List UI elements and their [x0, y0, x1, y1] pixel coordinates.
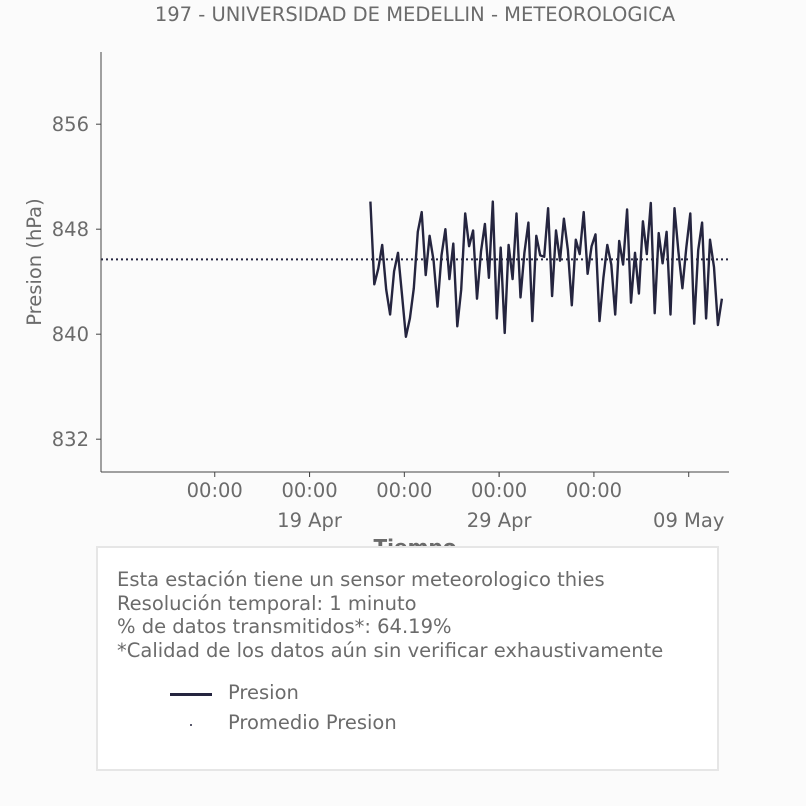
legend-label-presion: Presion — [228, 681, 299, 704]
info-quality-note: *Calidad de los datos aún sin verificar exhaustivamente — [117, 638, 664, 662]
x-tick-label-time: 00:00 — [471, 479, 528, 502]
x-tick-label-date: 19 Apr — [277, 509, 342, 532]
info-sensor: Esta estación tiene un sensor meteorologico thies — [117, 568, 605, 591]
y-ticks — [52, 113, 101, 451]
y-tick-label: 832 — [51, 428, 89, 452]
info-transmitted: % de datos transmitidos*: 64.19% — [117, 615, 452, 638]
y-tick-label: 856 — [51, 113, 89, 137]
y-axis-label: Presion (hPa) — [23, 198, 46, 326]
legend-dot-swatch — [190, 724, 192, 726]
series-line-presion — [370, 202, 722, 337]
legend-label-promedio: Promedio Presion — [228, 711, 397, 734]
chart-title: 197 - UNIVERSIDAD DE MEDELLIN - METEOROLOGICA — [154, 3, 676, 26]
y-tick-label: 840 — [51, 323, 89, 347]
x-tick-label-date: 09 May — [653, 509, 725, 532]
y-tick-label: 848 — [51, 218, 89, 242]
legend-line-swatch — [170, 693, 212, 696]
info-resolution: Resolución temporal: 1 minuto — [117, 591, 417, 615]
x-tick-label-time: 00:00 — [565, 479, 623, 502]
info-text — [117, 568, 663, 662]
x-tick-label-time: 00:00 — [376, 479, 433, 502]
x-tick-label-date: 29 Apr — [466, 509, 532, 532]
x-ticks — [187, 472, 725, 532]
x-tick-label-time: 00:00 — [281, 479, 338, 502]
plot-area — [101, 202, 729, 337]
info-box — [96, 546, 719, 771]
x-tick-label-time: 00:00 — [186, 479, 243, 502]
